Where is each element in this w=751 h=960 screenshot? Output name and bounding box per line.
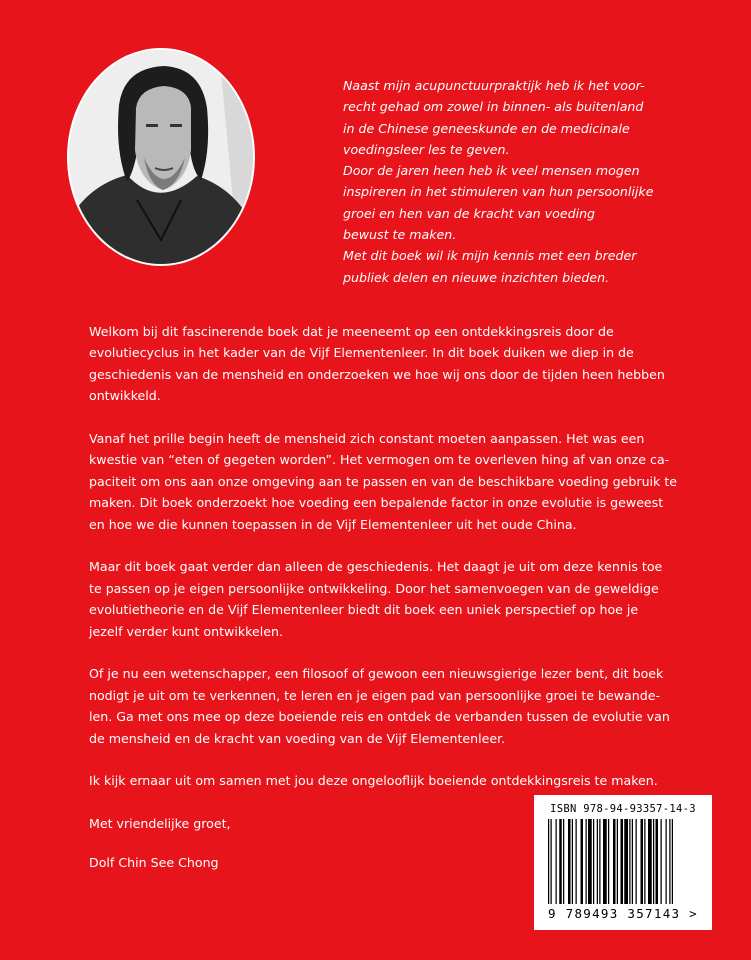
bio-line: voedingsleer les te geven. bbox=[343, 141, 510, 157]
barcode-bar bbox=[617, 819, 618, 904]
barcode-bar bbox=[666, 819, 667, 904]
barcode-bar bbox=[548, 819, 549, 904]
paragraph-line: Maar dit boek gaat verder dan alleen de geschiedenis. Het daagt je uit om deze kennis toe bbox=[89, 559, 663, 575]
barcode-bar bbox=[629, 819, 630, 904]
paragraph-line: geschiedenis van de mensheid en onderzoeken we hoe wij ons door de tijden heen hebben bbox=[89, 366, 665, 382]
bio-line: recht gehad om zowel in binnen- als buitenland bbox=[343, 99, 644, 115]
paragraph-line: len. Ga met ons mee op deze boeiende reis en ontdek de verbanden tussen de evolutie van bbox=[89, 709, 670, 725]
paragraph-line: kwestie van “eten of gegeten worden”. Het vermogen om te overleven hing af van onze ca- bbox=[89, 452, 670, 468]
barcode-bar bbox=[656, 819, 659, 904]
bio-line: publiek delen en nieuwe inzichten bieden. bbox=[343, 269, 610, 285]
barcode-bar bbox=[551, 819, 552, 904]
barcode-bar bbox=[636, 819, 637, 904]
bio-line: in de Chinese geneeskunde en de medicinale bbox=[343, 120, 630, 136]
paragraph-line: de mensheid en de kracht van voeding van de Vijf Elementenleer. bbox=[89, 730, 506, 746]
paragraph-line: maken. Dit boek onderzoekt hoe voeding een bepalende factor in onze evolutie is geweest bbox=[89, 495, 664, 511]
barcode-bar bbox=[588, 819, 592, 904]
paragraph bbox=[89, 770, 674, 791]
isbn-barcode bbox=[534, 795, 712, 930]
bio-line: Door de jaren heen heb ik veel mensen mogen bbox=[343, 163, 640, 179]
barcode-bar bbox=[572, 819, 573, 904]
paragraph-line: jezelf verder kunt ontwikkelen. bbox=[89, 623, 283, 639]
ean-digits: 9 789493 357143 > bbox=[547, 906, 699, 921]
paragraph bbox=[89, 321, 674, 407]
bio-line: inspireren in het stimuleren van hun persoonlijke bbox=[343, 184, 654, 200]
paragraph bbox=[89, 663, 674, 749]
paragraph-line: Vanaf het prille begin heeft de mensheid zich constant moeten aanpassen. Het was een bbox=[89, 431, 645, 447]
author-portrait bbox=[67, 48, 255, 266]
barcode-bar bbox=[641, 819, 644, 904]
paragraph-line: te passen op je eigen persoonlijke ontwikkeling. Door het samenvoegen van de geweldige bbox=[89, 580, 659, 596]
barcode-bar bbox=[608, 819, 609, 904]
barcode-bar bbox=[603, 819, 607, 904]
barcode-bar bbox=[586, 819, 587, 904]
barcode-bar bbox=[593, 819, 594, 904]
paragraph-line: en hoe we die kunnen toepassen in de Vijf Elementenleer uit het oude China. bbox=[89, 516, 577, 532]
barcode-bar bbox=[581, 819, 584, 904]
paragraph-line: nodigt je uit om te verkennen, te leren en je eigen pad van persoonlijke groei te bewande- bbox=[89, 687, 661, 703]
barcode-bar bbox=[556, 819, 557, 904]
paragraph bbox=[89, 428, 678, 535]
bio-line: Met dit boek wil ik mijn kennis met een breder bbox=[343, 248, 637, 264]
barcode-bar bbox=[599, 819, 600, 904]
bio-line: groei en hen van de kracht van voeding bbox=[343, 205, 596, 221]
barcode-bar bbox=[648, 819, 652, 904]
barcode-bar bbox=[632, 819, 633, 904]
bio-line: bewust te maken. bbox=[343, 227, 457, 243]
paragraph bbox=[89, 556, 674, 642]
paragraph-line: evolutietheorie en de Vijf Elementenleer biedt dit boek een uniek perspectief op hoe je bbox=[89, 602, 639, 618]
author-signature: Dolf Chin See Chong bbox=[89, 854, 219, 870]
barcode-bar bbox=[644, 819, 645, 904]
paragraph-line: evolutiecyclus in het kader van de Vijf Elementenleer. In dit boek duiken we diep in de bbox=[89, 345, 634, 361]
paragraph-line: Of je nu een wetenschapper, een filosoof of gewoon een nieuwsgierige lezer bent, dit boek bbox=[89, 666, 664, 682]
barcode-bar bbox=[669, 819, 670, 904]
barcode-bar bbox=[559, 819, 562, 904]
bio-line: Naast mijn acupunctuurpraktijk heb ik het voor- bbox=[343, 78, 645, 93]
barcode-bar bbox=[597, 819, 598, 904]
barcode-bar bbox=[613, 819, 616, 904]
barcode-bar bbox=[576, 819, 577, 904]
barcode-bar bbox=[568, 819, 571, 904]
barcode-bar bbox=[563, 819, 564, 904]
paragraph-line: ontwikkeld. bbox=[89, 388, 161, 404]
barcode-bar bbox=[672, 819, 673, 904]
paragraph-line: Ik kijk ernaar uit om samen met jou deze ongelooflijk boeiende ontdekkingsreis te maken. bbox=[89, 773, 658, 789]
author-bio bbox=[343, 75, 673, 288]
isbn-label: ISBN 978-94-93357-14-3 bbox=[550, 803, 696, 815]
barcode-bar bbox=[624, 819, 628, 904]
barcode-bar bbox=[661, 819, 662, 904]
barcode-bar bbox=[653, 819, 654, 904]
barcode-bars bbox=[546, 819, 700, 904]
closing-greeting: Met vriendelijke groet, bbox=[89, 816, 231, 832]
paragraph-line: Welkom bij dit fascinerende boek dat je meeneemt op een ontdekkingsreis door de bbox=[89, 324, 614, 339]
paragraph-line: paciteit om ons aan onze omgeving aan te passen en van de beschikbare voeding gebruik te bbox=[89, 473, 678, 489]
barcode-bar bbox=[621, 819, 624, 904]
